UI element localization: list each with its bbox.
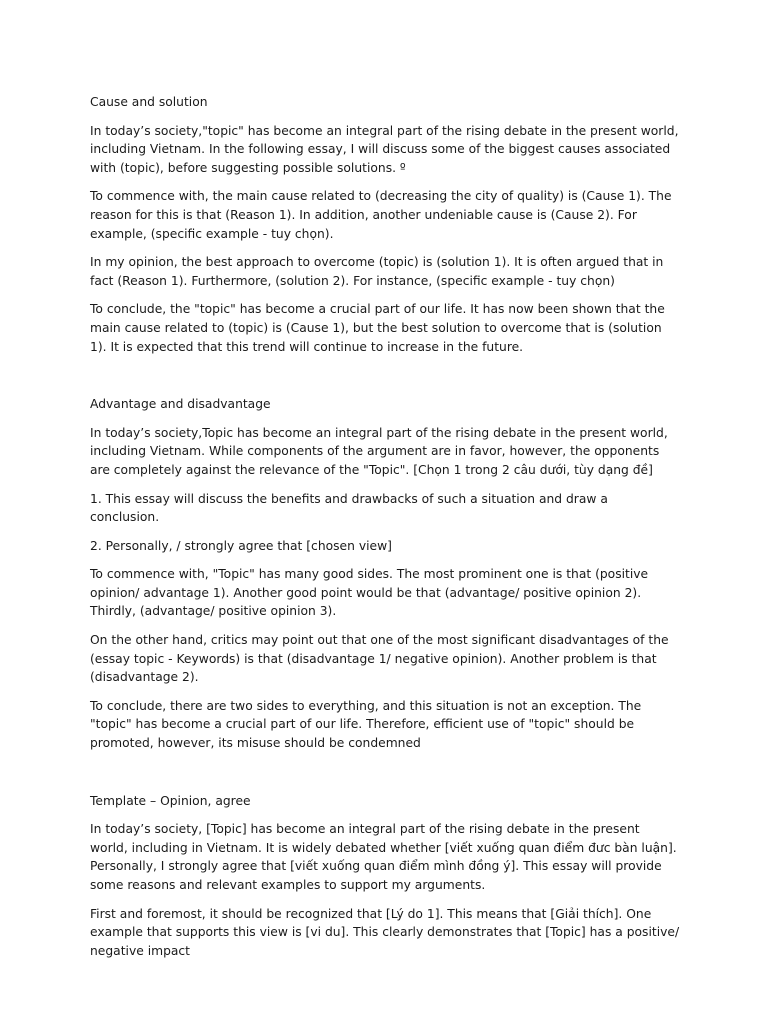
section-cause-solution bbox=[90, 93, 680, 356]
section-spacer bbox=[90, 763, 680, 792]
document-page bbox=[90, 93, 680, 970]
paragraph: In today’s society,"topic" has become an integral part of the rising debate in the present world, including Vietnam. In the following essay, I will discuss some of the biggest causes associated with (topic), before suggesting possible solutions. º bbox=[90, 123, 679, 175]
paragraph: In today’s society, [Topic] has become an integral part of the rising debate in the present world, including in Vietnam. It is widely debated whether [viết xuống quan điểm đưc bàn luận]. Personally, I strongly agree that [viết xuống quan điểm mình đồng ý]. This essay will provide some reasons and relevant examples to support my arguments. bbox=[90, 822, 677, 892]
paragraph: In my opinion, the best approach to overcome (topic) is (solution 1). It is often argued that in fact (Reason 1). Furthermore, (solution 2). For instance, (specific example - tuy chọn) bbox=[90, 255, 664, 288]
section-title: Advantage and disadvantage bbox=[90, 397, 271, 412]
section-title: Cause and solution bbox=[90, 95, 208, 109]
paragraph: 2. Personally, / strongly agree that [chosen view] bbox=[90, 538, 392, 553]
paragraph: 1. This essay will discuss the benefits and drawbacks of such a situation and draw a conclusion. bbox=[90, 491, 608, 525]
section-advantage-disadvantage bbox=[90, 395, 680, 753]
section-spacer bbox=[90, 366, 680, 395]
paragraph: To conclude, the "topic" has become a crucial part of our life. It has now been shown that the main cause related to (topic) is (Cause 1), but the best solution to overcome that is (solution 1). It is expected that this trend will continue to increase in the future. bbox=[90, 302, 665, 354]
paragraph: To commence with, the main cause related to (decreasing the city of quality) is (Cause 1). The reason for this is that (Reason 1). In addition, another undeniable cause is (Cause 2). For example, (specific example - tuy chọn). bbox=[90, 189, 672, 241]
paragraph: In today’s society,Topic has become an integral part of the rising debate in the present world, including Vietnam. While components of the argument are in favor, however, the opponents are completely against the relevance of the "Topic". [Chọn 1 trong 2 câu dưới, tùy dạng đề] bbox=[90, 425, 668, 477]
paragraph: On the other hand, critics may point out that one of the most significant disadvantages of the (essay topic - Keywords) is that (disadvantage 1/ negative opinion). Another problem is that (disadvantage 2). bbox=[90, 633, 669, 685]
paragraph: To commence with, "Topic" has many good sides. The most prominent one is that (positive opinion/ advantage 1). Another good point would be that (advantage/ positive opinion 2). Thirdly, (advantage/ positive opinion 3). bbox=[90, 567, 649, 619]
paragraph: First and foremost, it should be recognized that [Lý do 1]. This means that [Giải thích]. One example that supports this view is [vi du]. This clearly demonstrates that [Topic] has a positive/ negative impact bbox=[90, 906, 680, 958]
paragraph: To conclude, there are two sides to everything, and this situation is not an exception. The "topic" has become a crucial part of our life. Therefore, efficient use of "topic" should be promoted, however, its misuse should be condemned bbox=[90, 698, 642, 751]
section-opinion-agree bbox=[90, 792, 680, 961]
section-title: Template – Opinion, agree bbox=[90, 793, 251, 808]
